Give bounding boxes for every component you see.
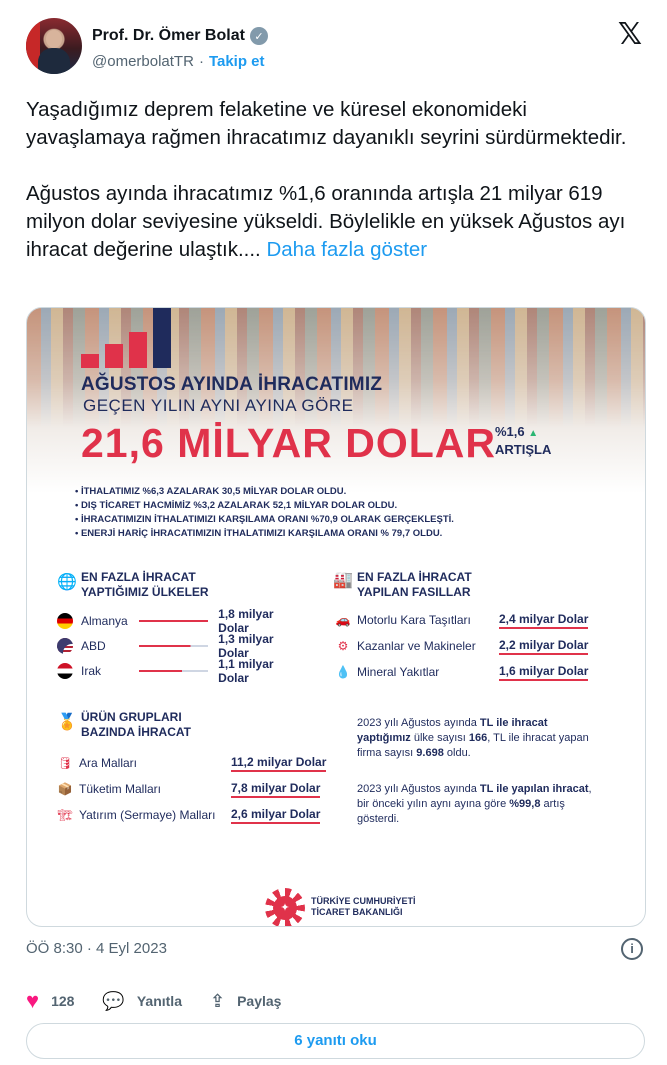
heading-2: GEÇEN YILIN AYNI AYINA GÖRE [83,396,354,415]
export-value: 21,6 MİLYAR DOLAR [81,420,496,466]
author-name[interactable]: Prof. Dr. Ömer Bolat [92,27,245,44]
bullet-list [75,485,454,541]
share-label: Paylaş [237,993,282,1009]
infographic-image[interactable] [26,307,646,927]
show-more-link[interactable]: Daha fazla göster [266,238,428,261]
heart-icon: ♥ [26,988,40,1013]
product-row: 🛢 Ara Malları 11,2 milyar Dolar [57,754,327,770]
germany-flag-icon [57,613,73,629]
reply-bubble-icon: 💬 [102,990,125,1011]
factory-icon: 🏭 [333,572,353,589]
share-button[interactable] [210,991,281,1012]
bullet-item: • İTHALATIMIZ %6,3 AZALARAK 30,5 MİLYAR DOLAR OLDU. [75,485,454,499]
note-tl-increase: 2023 yılı Ağustos ayında TL ile yapılan ihracat, bir önceki yılın aynı ayına göre %99,8 artış gösterdi. [357,783,592,825]
product-row: 🏗 Yatırım (Sermaye) Malları 2,6 milyar Dolar [57,806,321,822]
reply-label: Yanıtla [136,993,182,1009]
bar-chart-logo-icon [81,308,171,368]
follow-button[interactable]: Takip et [208,53,265,70]
gears-icon: ⚙ [337,639,349,653]
iraq-flag-icon [57,663,73,679]
database-icon: 🛢 [57,756,73,770]
industry-icon: 🏗 [57,808,73,822]
tweet-paragraph-2: Ağustos ayında ihracatımız %1,6 oranında artışla 21 milyar 619 milyon dolar seviyesine yükseldi. Böylelikle en yüksek Ağustos ayı ihracat değerine ulaştık.... Daha fazla göster [26,182,626,261]
bullet-item: • DIŞ TİCARET HACMİMİZ %3,2 AZALARAK 52,1 MİLYAR DOLAR OLDU. [75,499,454,513]
like-button[interactable] [26,988,74,1014]
car-icon: 🚗 [335,613,351,627]
author-handle-row [92,53,265,70]
like-count: 128 [51,993,75,1009]
countries-title: EN FAZLA İHRACAT YAPTIĞIMIZ ÜLKELER [81,570,209,599]
action-bar [26,988,309,1014]
product-row: 📦 Tüketim Malları 7,8 milyar Dolar [57,780,321,796]
percent-change: %1,6 ▲ [495,424,539,439]
ministry-name: TÜRKİYE CUMHURİYETİ TİCARET BAKANLIĞI [311,896,416,917]
x-logo-icon[interactable]: 𝕏 [617,18,643,51]
read-replies-button[interactable]: 6 yanıtı oku [26,1023,645,1059]
avatar[interactable] [26,18,82,74]
products-title: ÜRÜN GRUPLARI BAZINDA İHRACAT [81,710,191,739]
sector-row: 🚗 Motorlu Kara Taşıtları 2,4 milyar Dolar [335,611,589,627]
country-row: ABD 1,3 milyar Dolar [57,637,307,655]
author-handle[interactable]: @omerbolatTR [92,53,194,70]
country-row: Almanya 1,8 milyar Dolar [57,612,307,630]
box-icon: 📦 [57,782,73,796]
reply-button[interactable] [102,991,182,1012]
oil-drop-icon: 💧 [335,665,351,679]
separator: · [198,53,204,70]
up-arrow-icon: ▲ [528,428,539,439]
badge-icon: 🏅 [57,714,77,731]
tweet-paragraph-1: Yaşadığımız deprem felaketine ve küresel ekonomideki yavaşlamaya rağmen ihracatımız dayanıklı seyrini sürdürmektedir. [26,98,627,149]
author-name-row [92,27,268,45]
verified-badge-icon: ✓ [250,27,268,45]
timestamp[interactable]: ÖÖ 8:30 · 4 Eyl 2023 [26,940,167,957]
bullet-item: • ENERJİ HARİÇ İHRACATIMIZIN İTHALATIMIZI KARŞILAMA ORANI % 79,7 OLDU. [75,527,454,541]
info-icon[interactable]: i [621,938,643,960]
globe-icon: 🌐 [57,574,77,591]
note-tl-export: 2023 yılı Ağustos ayında TL ile ihracat yaptığımız ülke sayısı 166, TL ile ihracat yapan firma sayısı 9.698 oldu. [357,717,589,759]
country-row: Irak 1,1 milyar Dolar [57,662,307,680]
heading-1: AĞUSTOS AYINDA İHRACATIMIZ [81,374,383,395]
increase-label: ARTIŞLA [495,442,552,457]
usa-flag-icon [57,638,73,654]
sector-row: 💧 Mineral Yakıtlar 1,6 milyar Dolar [335,663,589,679]
sector-row: ⚙ Kazanlar ve Makineler 2,2 milyar Dolar [335,637,595,655]
tweet-text [26,96,642,292]
bullet-item: • İHRACATIMIZIN İTHALATIMIZI KARŞILAMA ORANI %70,9 OLARAK GERÇEKLEŞTİ. [75,513,454,527]
sectors-title: EN FAZLA İHRACAT YAPILAN FASILLAR [357,570,472,599]
share-icon: ⇪ [209,990,226,1011]
ministry-logo-icon: ✦ [265,888,305,927]
